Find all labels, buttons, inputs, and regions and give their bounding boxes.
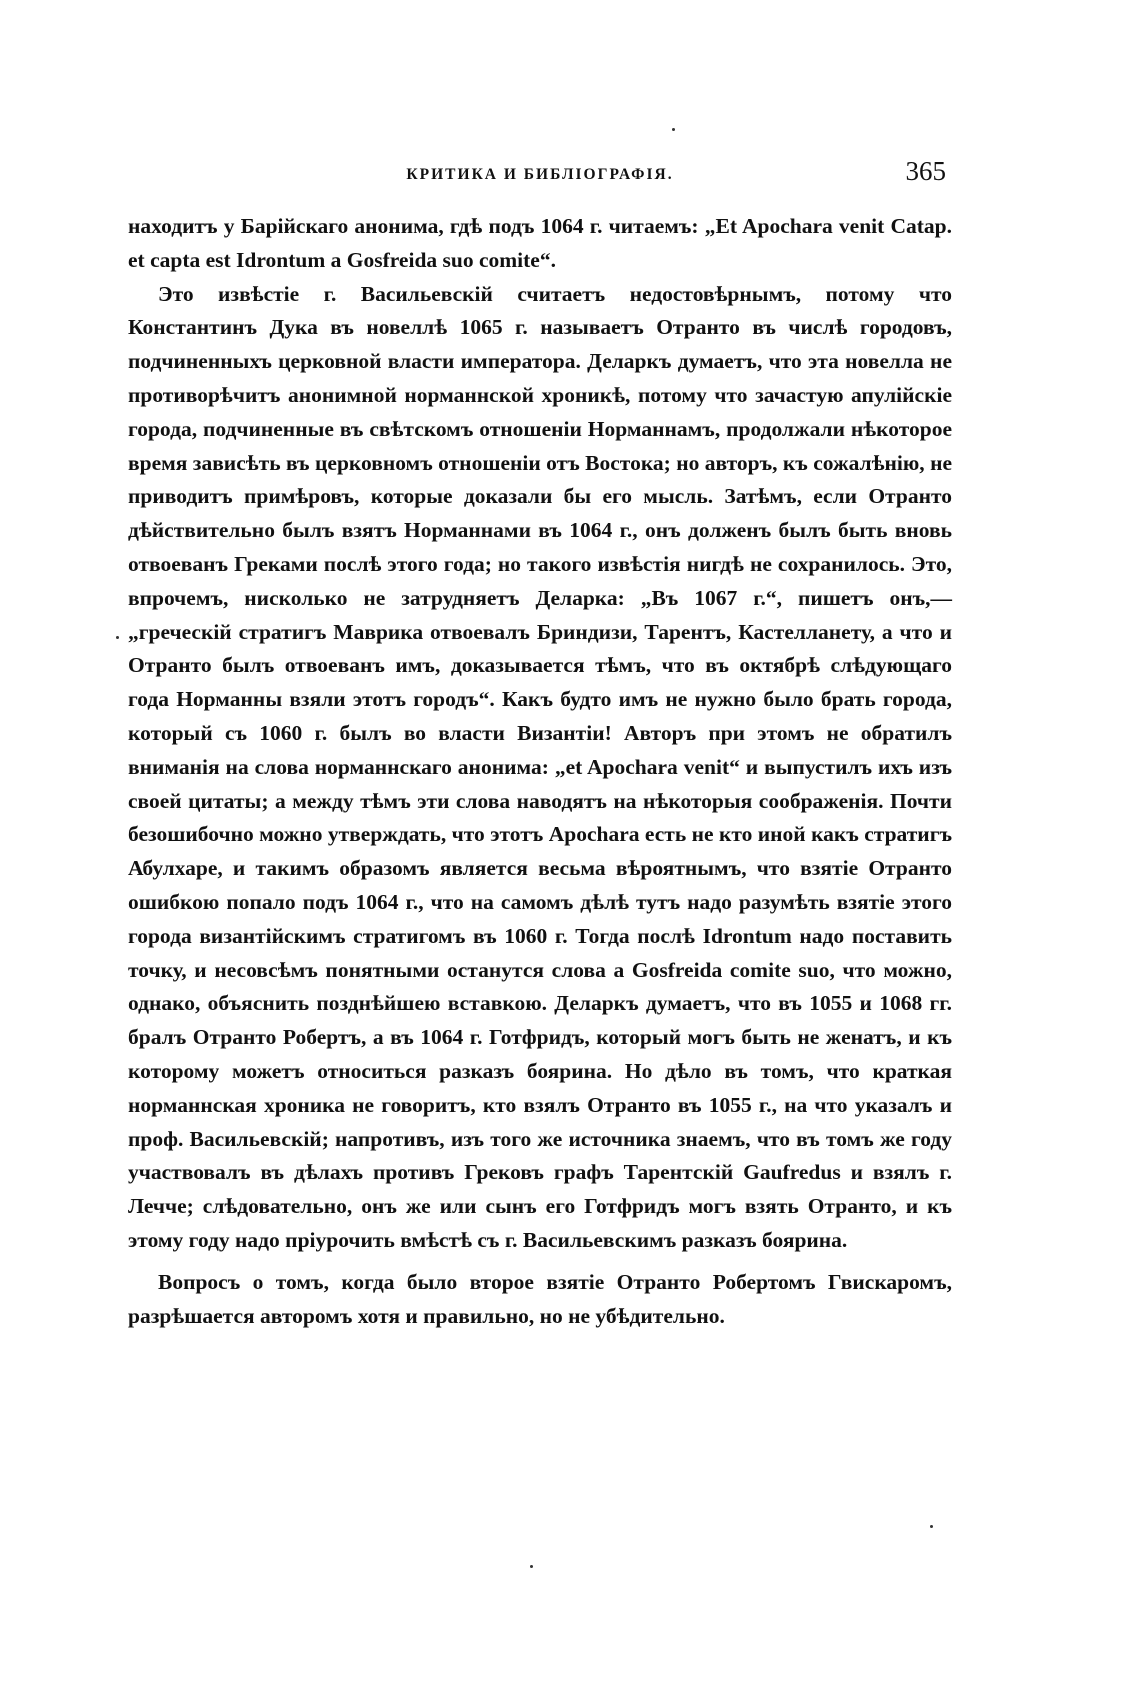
print-speck: [116, 636, 119, 639]
running-title: КРИТИКА И БИБЛІОГРАФІЯ.: [406, 166, 674, 183]
book-page: [128, 156, 952, 1333]
print-speck: [530, 1565, 533, 1568]
paragraph-continued: находитъ у Барійскаго анонима, гдѣ подъ 1064 г. читаемъ: „Et Apochara venit Catap. et capta est Idrontum a Gosfreida suo comite“.: [128, 214, 952, 272]
body-text: [128, 210, 952, 1333]
page-header: [128, 156, 952, 200]
print-speck: [672, 128, 675, 131]
paragraph-main: Это извѣстіе г. Васильевскій считаетъ недостовѣрнымъ, потому что Константинъ Дука въ новеллѣ 1065 г. называетъ Отранто въ числѣ городовъ, подчиненныхъ церковной власти императора. Деларкъ думаетъ, что эта новелла не противорѣчитъ анонимной норманнской хроникѣ, потому что зачастую апулійскіе города, подчиненные въ свѣтскомъ отношеніи Норманнамъ, продолжали нѣкоторое время зависѣть въ церковномъ отношеніи отъ Востока; но авторъ, къ сожалѣнію, не приводитъ примѣровъ, которые доказали бы его мысль. Затѣмъ, если Отранто дѣйствительно былъ взятъ Норманнами въ 1064 г., онъ долженъ былъ быть вновь отвоеванъ Греками послѣ этого года; но такого извѣстія нигдѣ не сохранилось. Это, впрочемъ, нисколько не затрудняетъ Деларка: „Въ 1067 г.“, пишетъ онъ,—„греческій стратигъ Маврика отвоевалъ Бриндизи, Тарентъ, Кастелланету, а что и Отранто былъ отвоеванъ имъ, доказывается тѣмъ, что въ октябрѣ слѣдующаго года Норманны взяли этотъ городъ“. Какъ будто имъ не нужно было брать города, который съ 1060 г. былъ во власти Византіи! Авторъ при этомъ не обратилъ вниманія на слова норманнскаго анонима: „et Apochara venit“ и выпустилъ ихъ изъ своей цитаты; а между тѣмъ эти слова наводятъ на нѣкоторыя соображенія. Почти безошибочно можно утверждать, что этотъ Apochara есть не кто иной какъ стратигъ Абулхаре, и такимъ образомъ является весьма вѣроятнымъ, что взятіе Отранто ошибкою попало подъ 1064 г., что на самомъ дѣлѣ тутъ надо разумѣть взятіе этого города византійскимъ стратигомъ въ 1060 г. Тогда послѣ Idrontum надо поставить точку, и несовсѣмъ понятными останутся слова a Gosfreida comite suo, что можно, однако, объяснить позднѣйшею вставкою. Деларкъ думаетъ, что въ 1055 и 1068 гг. бралъ Отранто Робертъ, а въ 1064 г. Готфридъ, который могъ быть не женатъ, и къ которому можетъ относиться разказъ боярина. Но дѣло въ томъ, что краткая норманнская хроника не говоритъ, кто взялъ Отранто въ 1055 г., на что указалъ и проф. Васильевскій; напротивъ, изъ того же источника знаемъ, что въ томъ же году участвовалъ въ дѣлахъ противъ Грековъ графъ Тарентскій Gaufredus и взялъ г. Лечче; слѣдовательно, онъ же или сынъ его Готфридъ могъ взять Отранто, и къ этому году надо пріурочить вмѣстѣ съ г. Васильевскимъ разказъ боярина.: [128, 281, 952, 1252]
paragraph-closing: Вопросъ о томъ, когда было второе взятіе Отранто Робертомъ Гвискаромъ, разрѣшается авторомъ хотя и правильно, но не убѣдительно.: [128, 1269, 952, 1328]
page-number: 365: [905, 156, 946, 186]
print-speck: [930, 1525, 933, 1528]
